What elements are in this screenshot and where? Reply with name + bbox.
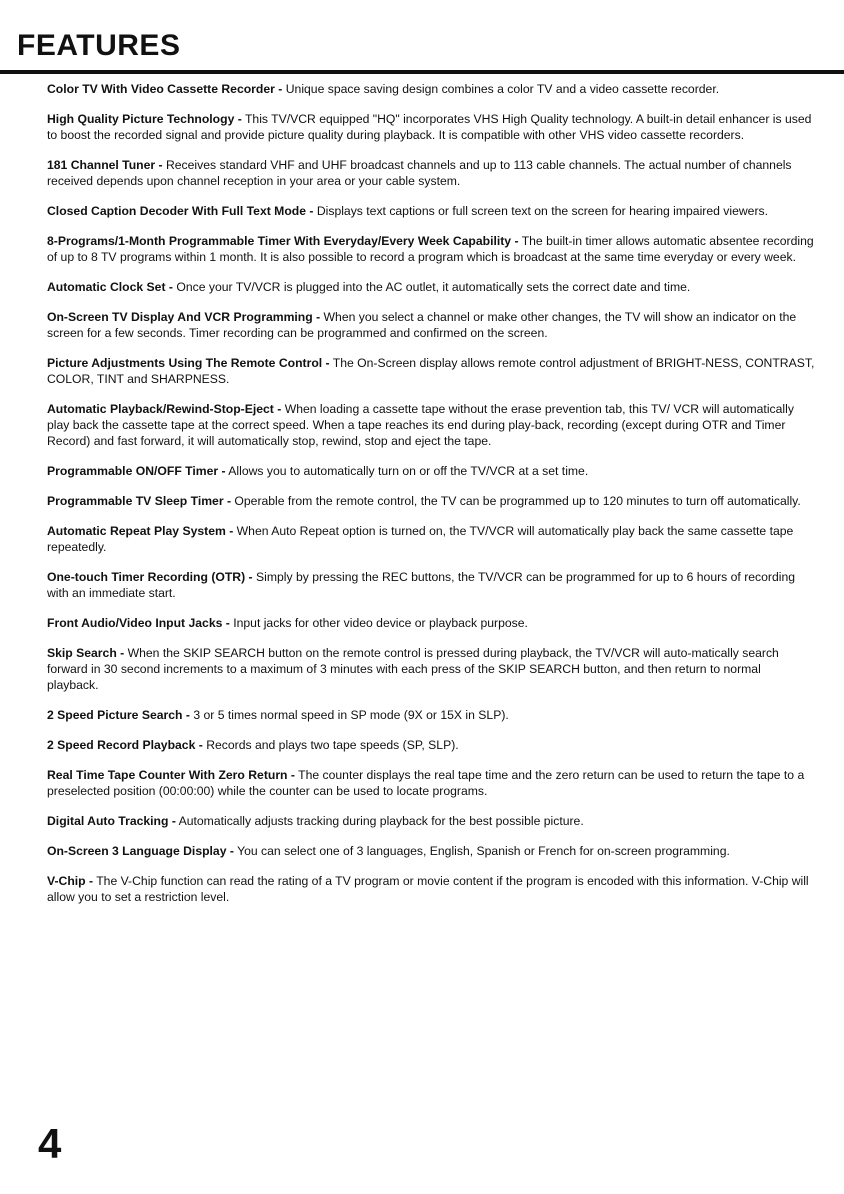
feature-name: Front Audio/Video Input Jacks - <box>47 616 230 630</box>
feature-description: When Auto Repeat option is turned on, the TV/VCR will automatically play back the same cassette tape repeatedly. <box>47 524 794 554</box>
feature-item <box>47 355 815 387</box>
feature-name: 2 Speed Record Playback - <box>47 738 203 752</box>
feature-item <box>47 493 815 509</box>
feature-description: You can select one of 3 languages, English, Spanish or French for on-screen programming. <box>237 844 730 858</box>
feature-name: 181 Channel Tuner - <box>47 158 163 172</box>
feature-description: Input jacks for other video device or playback purpose. <box>233 616 528 630</box>
feature-description: The built-in timer allows automatic absentee recording of up to 8 TV programs within 1 month. It is also possible to record a program which is broadcast at the same time everyday or every week. <box>47 234 814 264</box>
feature-item <box>47 203 815 219</box>
feature-description: Once your TV/VCR is plugged into the AC outlet, it automatically sets the correct date and time. <box>176 280 691 294</box>
feature-description: The V-Chip function can read the rating of a TV program or movie content if the program is encoded with this information. V-Chip will allow you to set a restriction level. <box>47 874 809 904</box>
feature-name: Picture Adjustments Using The Remote Control - <box>47 356 330 370</box>
feature-item <box>47 767 815 799</box>
feature-name: High Quality Picture Technology - <box>47 112 242 126</box>
feature-item <box>47 615 815 631</box>
feature-description: Receives standard VHF and UHF broadcast channels and up to 113 cable channels. The actual number of channels received depends upon channel reception in your area or your cable system. <box>47 158 792 188</box>
feature-item <box>47 81 815 97</box>
feature-name: Color TV With Video Cassette Recorder - <box>47 82 283 96</box>
feature-description: Operable from the remote control, the TV can be programmed up to 120 minutes to turn off automatically. <box>234 494 801 508</box>
feature-name: Programmable TV Sleep Timer - <box>47 494 232 508</box>
feature-name: One-touch Timer Recording (OTR) - <box>47 570 253 584</box>
feature-item <box>47 111 815 143</box>
feature-description: When you select a channel or make other changes, the TV will show an indicator on the screen for a few seconds. Timer recording can be programmed and confirmed on the screen. <box>47 310 797 340</box>
feature-item <box>47 401 815 449</box>
feature-item <box>47 843 815 859</box>
feature-name: Automatic Repeat Play System - <box>47 524 234 538</box>
page-number: 4 <box>38 1120 62 1167</box>
feature-description: 3 or 5 times normal speed in SP mode (9X or 15X in SLP). <box>193 708 509 722</box>
feature-item <box>47 523 815 555</box>
feature-description: Displays text captions or full screen text on the screen for hearing impaired viewers. <box>316 204 768 218</box>
feature-item <box>47 157 815 189</box>
feature-item <box>47 707 815 723</box>
feature-name: Automatic Playback/Rewind-Stop-Eject - <box>47 402 282 416</box>
feature-description: Unique space saving design combines a color TV and a video cassette recorder. <box>285 82 720 96</box>
feature-item <box>47 569 815 601</box>
features-list <box>47 81 815 919</box>
feature-description: The counter displays the real tape time and the zero return can be used to return the tape to a preselected position (00:00:00) while the counter can be used to locate programs. <box>47 768 805 798</box>
feature-item <box>47 309 815 341</box>
feature-name: V-Chip - <box>47 874 94 888</box>
feature-name: On-Screen TV Display And VCR Programming - <box>47 310 321 324</box>
feature-name: Skip Search - <box>47 646 125 660</box>
feature-description: The On-Screen display allows remote control adjustment of BRIGHT-NESS, CONTRAST, COLOR, TINT and SHARPNESS. <box>47 356 815 386</box>
feature-name: Automatic Clock Set - <box>47 280 173 294</box>
feature-item <box>47 463 815 479</box>
feature-name: Closed Caption Decoder With Full Text Mode - <box>47 204 314 218</box>
feature-description: Automatically adjusts tracking during playback for the best possible picture. <box>178 814 584 828</box>
feature-name: 8-Programs/1-Month Programmable Timer With Everyday/Every Week Capability - <box>47 234 519 248</box>
feature-description: This TV/VCR equipped "HQ" incorporates VHS High Quality technology. A built-in detail enhancer is used to boost the recorded signal and provide picture quality during playback. It is compatible with other VHS video cassette recorders. <box>47 112 812 142</box>
feature-item <box>47 645 815 693</box>
feature-name: Digital Auto Tracking - <box>47 814 176 828</box>
feature-description: Allows you to automatically turn on or off the TV/VCR at a set time. <box>228 464 589 478</box>
feature-item <box>47 233 815 265</box>
feature-item <box>47 873 815 905</box>
feature-name: Real Time Tape Counter With Zero Return - <box>47 768 295 782</box>
title-divider <box>0 70 844 74</box>
page-title: FEATURES <box>17 29 181 62</box>
feature-description: Records and plays two tape speeds (SP, SLP). <box>206 738 459 752</box>
feature-name: 2 Speed Picture Search - <box>47 708 190 722</box>
feature-description: When loading a cassette tape without the erase prevention tab, this TV/ VCR will automatically play back the cassette tape at the correct speed. When a tape reaches its end during play-back, recording (except during OTR and Timer Record) and fast forward, it will automatically stop, rewind, stop and eject the tape. <box>47 402 794 448</box>
feature-item <box>47 279 815 295</box>
feature-name: On-Screen 3 Language Display - <box>47 844 234 858</box>
feature-item <box>47 737 815 753</box>
feature-item <box>47 813 815 829</box>
feature-description: Simply by pressing the REC buttons, the TV/VCR can be programmed for up to 6 hours of recording with an immediate start. <box>47 570 796 600</box>
feature-description: When the SKIP SEARCH button on the remote control is pressed during playback, the TV/VCR will auto-matically search forward in 30 second increments to a maximum of 3 minutes with each press of the SKIP SEARCH button, and then return to normal playback. <box>47 646 779 692</box>
feature-name: Programmable ON/OFF Timer - <box>47 464 226 478</box>
